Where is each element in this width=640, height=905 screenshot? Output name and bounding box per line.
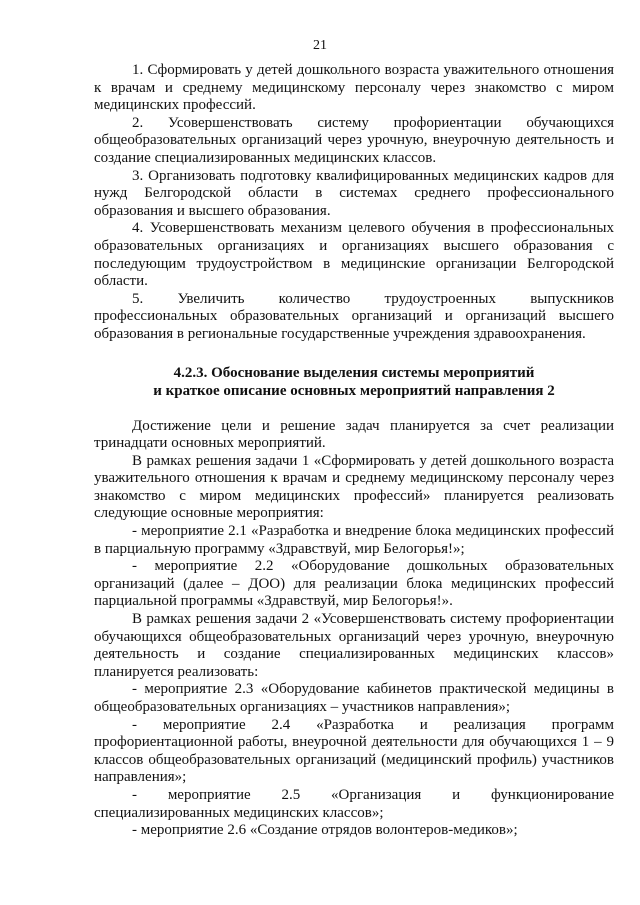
task-paragraph-1: 1. Сформировать у детей дошкольного возраста уважительного отношения к врачам и среднему медицинскому персоналу через знакомство с миром медицинских профессий. — [94, 62, 614, 114]
task-paragraph-2: 2. Усовершенствовать систему профориентации обучающихся общеобразовательных организаций через урочную, внеурочную деятельность и создание специализированных медицинских классов. — [94, 114, 614, 166]
measure-2-4: - мероприятие 2.4 «Разработка и реализация программ профориентационной работы, внеурочной деятельности для обучающихся 1 – 9 классов общеобразовательных организаций (медицинский профиль) участников направления»; — [94, 716, 614, 786]
task1-intro-paragraph: В рамках решения задачи 1 «Сформировать у детей дошкольного возраста уважительного отношения к врачам и среднему медицинскому персоналу через знакомство с миром медицинских профессий» планируется реализовать следующие основные мероприятия: — [94, 452, 614, 522]
task2-intro-paragraph: В рамках решения задачи 2 «Усовершенствовать систему профориентации обучающихся общеобразовательных организаций через урочную, внеурочную деятельность и создание специализированных медицинских классов» планируется реализовать: — [94, 611, 614, 680]
document-body — [94, 62, 614, 840]
task-paragraph-5: 5. Увеличить количество трудоустроенных выпускников профессиональных образовательных организаций и организаций высшего образования в региональные государственные учреждения здравоохранения. — [94, 290, 614, 342]
section-heading-line-2: и краткое описание основных мероприятий направления 2 — [153, 382, 555, 399]
page-number: 21 — [313, 38, 327, 53]
task-paragraph-4: 4. Усовершенствовать механизм целевого обучения в профессиональных образовательных организациях и организациях высшего образования с последующим трудоустройством в медицинские организации Белгородской области. — [94, 220, 614, 290]
measure-2-6: - мероприятие 2.6 «Создание отрядов волонтеров-медиков»; — [132, 822, 518, 839]
section-heading-line-1: 4.2.3. Обоснование выделения системы мероприятий — [173, 364, 535, 381]
measure-2-3: - мероприятие 2.3 «Оборудование кабинетов практической медицины в общеобразовательных организациях – участников направления»; — [94, 681, 614, 715]
section-heading — [94, 364, 614, 400]
task-paragraph-3: 3. Организовать подготовку квалифицированных медицинских кадров для нужд Белгородской области в системах среднего профессионального образования и высшего образования. — [94, 167, 614, 219]
intro-paragraph: Достижение цели и решение задач планируется за счет реализации тринадцати основных мероприятий. — [94, 417, 614, 452]
measure-2-2: - мероприятие 2.2 «Оборудование дошкольных образовательных организаций (далее – ДОО) для реализации блока медицинских профессий парциальной программы «Здравствуй, мир Белогорья!». — [94, 558, 614, 610]
measure-2-1: - мероприятие 2.1 «Разработка и внедрение блока медицинских профессий в парциальную программу «Здравствуй, мир Белогорья!»; — [94, 523, 614, 557]
measure-2-5: - мероприятие 2.5 «Организация и функционирование специализированных медицинских классов»; — [94, 786, 614, 821]
